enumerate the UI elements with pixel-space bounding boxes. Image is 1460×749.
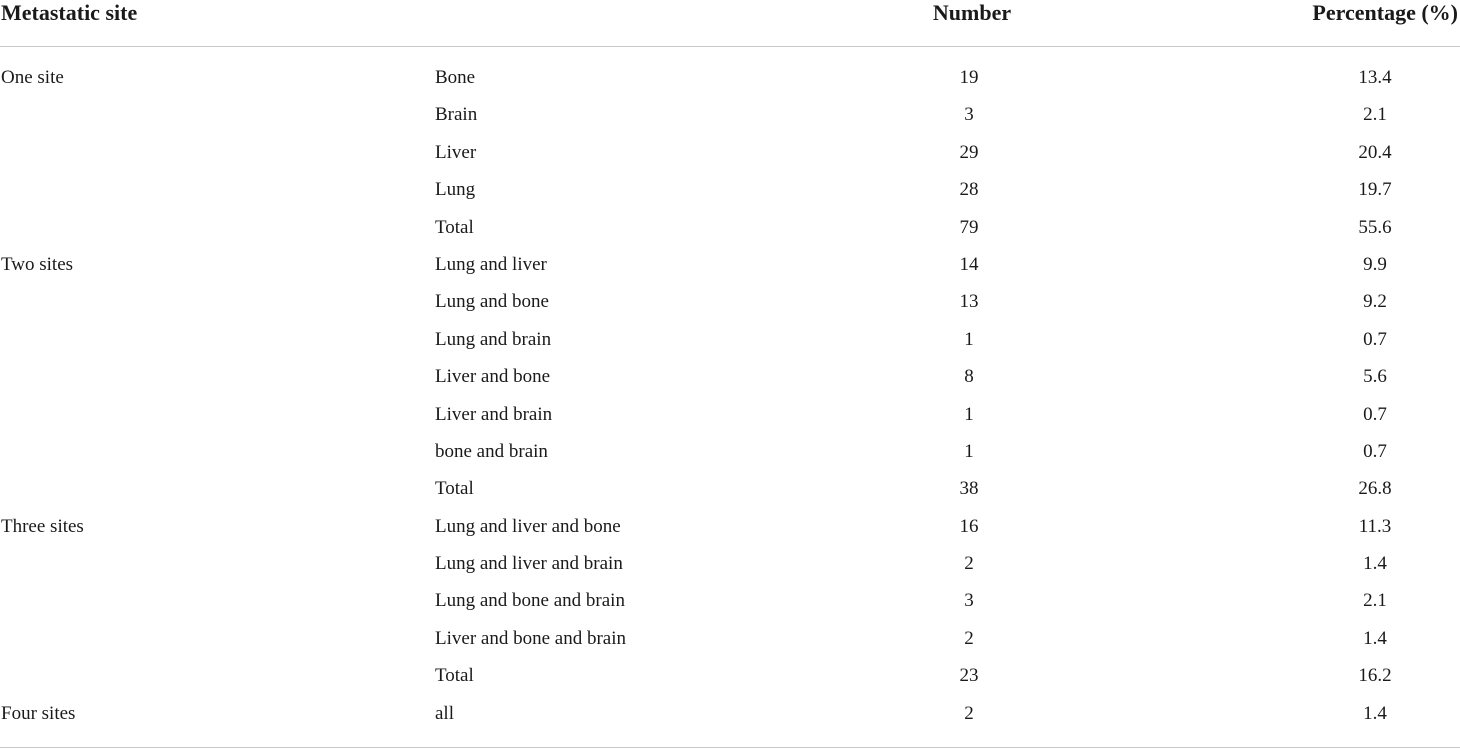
percentage-cell: 13.4 <box>1358 67 1392 88</box>
table-row <box>0 103 1460 140</box>
table-row <box>0 216 1460 253</box>
number-cell: 16 <box>959 515 979 537</box>
percentage-cell: 1.4 <box>1363 553 1387 575</box>
number-cell: 2 <box>964 553 974 575</box>
number-cell: 38 <box>959 478 979 500</box>
percentage-cell: 20.4 <box>1358 141 1392 163</box>
number-cell: 1 <box>964 328 974 350</box>
group-cell: One site <box>1 67 64 88</box>
percentage-cell: 16.2 <box>1358 665 1392 687</box>
percentage-cell: 55.6 <box>1358 216 1392 238</box>
percentage-cell: 11.3 <box>1358 515 1392 537</box>
group-cell: Four sites <box>1 702 76 724</box>
site-cell: Liver and bone and brain <box>435 627 626 649</box>
number-cell: 8 <box>964 366 974 388</box>
number-cell: 23 <box>959 665 979 687</box>
table-row <box>0 515 1460 552</box>
percentage-cell: 9.2 <box>1363 291 1387 313</box>
site-cell: Lung and brain <box>435 328 552 350</box>
number-cell: 2 <box>964 702 974 724</box>
percentage-cell: 1.4 <box>1363 702 1387 724</box>
header-number: Number <box>932 0 1012 25</box>
percentage-cell: 0.7 <box>1363 403 1387 425</box>
table-row <box>0 178 1460 215</box>
table-row <box>0 552 1460 589</box>
number-cell: 2 <box>964 627 974 649</box>
table-body <box>0 47 1460 739</box>
site-cell: Lung and liver <box>435 253 547 275</box>
site-cell: Lung and liver and brain <box>435 553 623 575</box>
table-row <box>0 365 1460 402</box>
number-cell: 28 <box>959 179 979 201</box>
percentage-cell: 2.1 <box>1363 104 1387 126</box>
number-cell: 13 <box>959 291 979 313</box>
table-row <box>0 403 1460 440</box>
table-row <box>0 66 1460 103</box>
site-cell: Lung and bone and brain <box>435 590 625 612</box>
site-cell: Liver and brain <box>435 403 553 425</box>
site-cell: bone and brain <box>435 440 548 462</box>
table-row <box>0 328 1460 365</box>
number-cell: 29 <box>959 141 979 163</box>
header-percentage: Percentage (%) <box>1312 0 1458 25</box>
table-row <box>0 589 1460 626</box>
site-cell: Brain <box>435 104 478 126</box>
percentage-cell: 0.7 <box>1363 440 1387 462</box>
site-cell: Total <box>435 478 474 500</box>
table-row <box>0 477 1460 514</box>
site-cell: Total <box>435 216 474 238</box>
site-cell: Lung <box>435 179 476 201</box>
site-cell: all <box>435 702 454 724</box>
number-cell: 19 <box>959 67 979 88</box>
percentage-cell: 2.1 <box>1363 590 1387 612</box>
table-row <box>0 627 1460 664</box>
bottom-divider <box>0 747 1460 748</box>
number-cell: 1 <box>964 440 974 462</box>
site-cell: Bone <box>435 67 476 88</box>
percentage-cell: 1.4 <box>1363 627 1387 649</box>
site-cell: Liver <box>435 141 477 163</box>
table-row <box>0 290 1460 327</box>
number-cell: 1 <box>964 403 974 425</box>
percentage-cell: 5.6 <box>1363 366 1387 388</box>
table-row <box>0 141 1460 178</box>
site-cell: Total <box>435 665 474 687</box>
site-cell: Liver and bone <box>435 366 551 388</box>
number-cell: 14 <box>959 253 979 275</box>
group-cell: Two sites <box>1 253 74 275</box>
site-cell: Lung and bone <box>435 291 549 313</box>
header-metastatic-site: Metastatic site <box>1 0 138 25</box>
percentage-cell: 9.9 <box>1363 253 1387 275</box>
number-cell: 79 <box>959 216 979 238</box>
percentage-cell: 26.8 <box>1358 478 1392 500</box>
table-row <box>0 702 1460 739</box>
table-row <box>0 440 1460 477</box>
percentage-cell: 0.7 <box>1363 328 1387 350</box>
group-cell: Three sites <box>1 515 84 537</box>
table-row <box>0 664 1460 701</box>
table-row <box>0 253 1460 290</box>
number-cell: 3 <box>964 104 974 126</box>
site-cell: Lung and liver and bone <box>435 515 621 537</box>
table-header <box>0 0 1460 47</box>
percentage-cell: 19.7 <box>1358 179 1392 201</box>
number-cell: 3 <box>964 590 974 612</box>
